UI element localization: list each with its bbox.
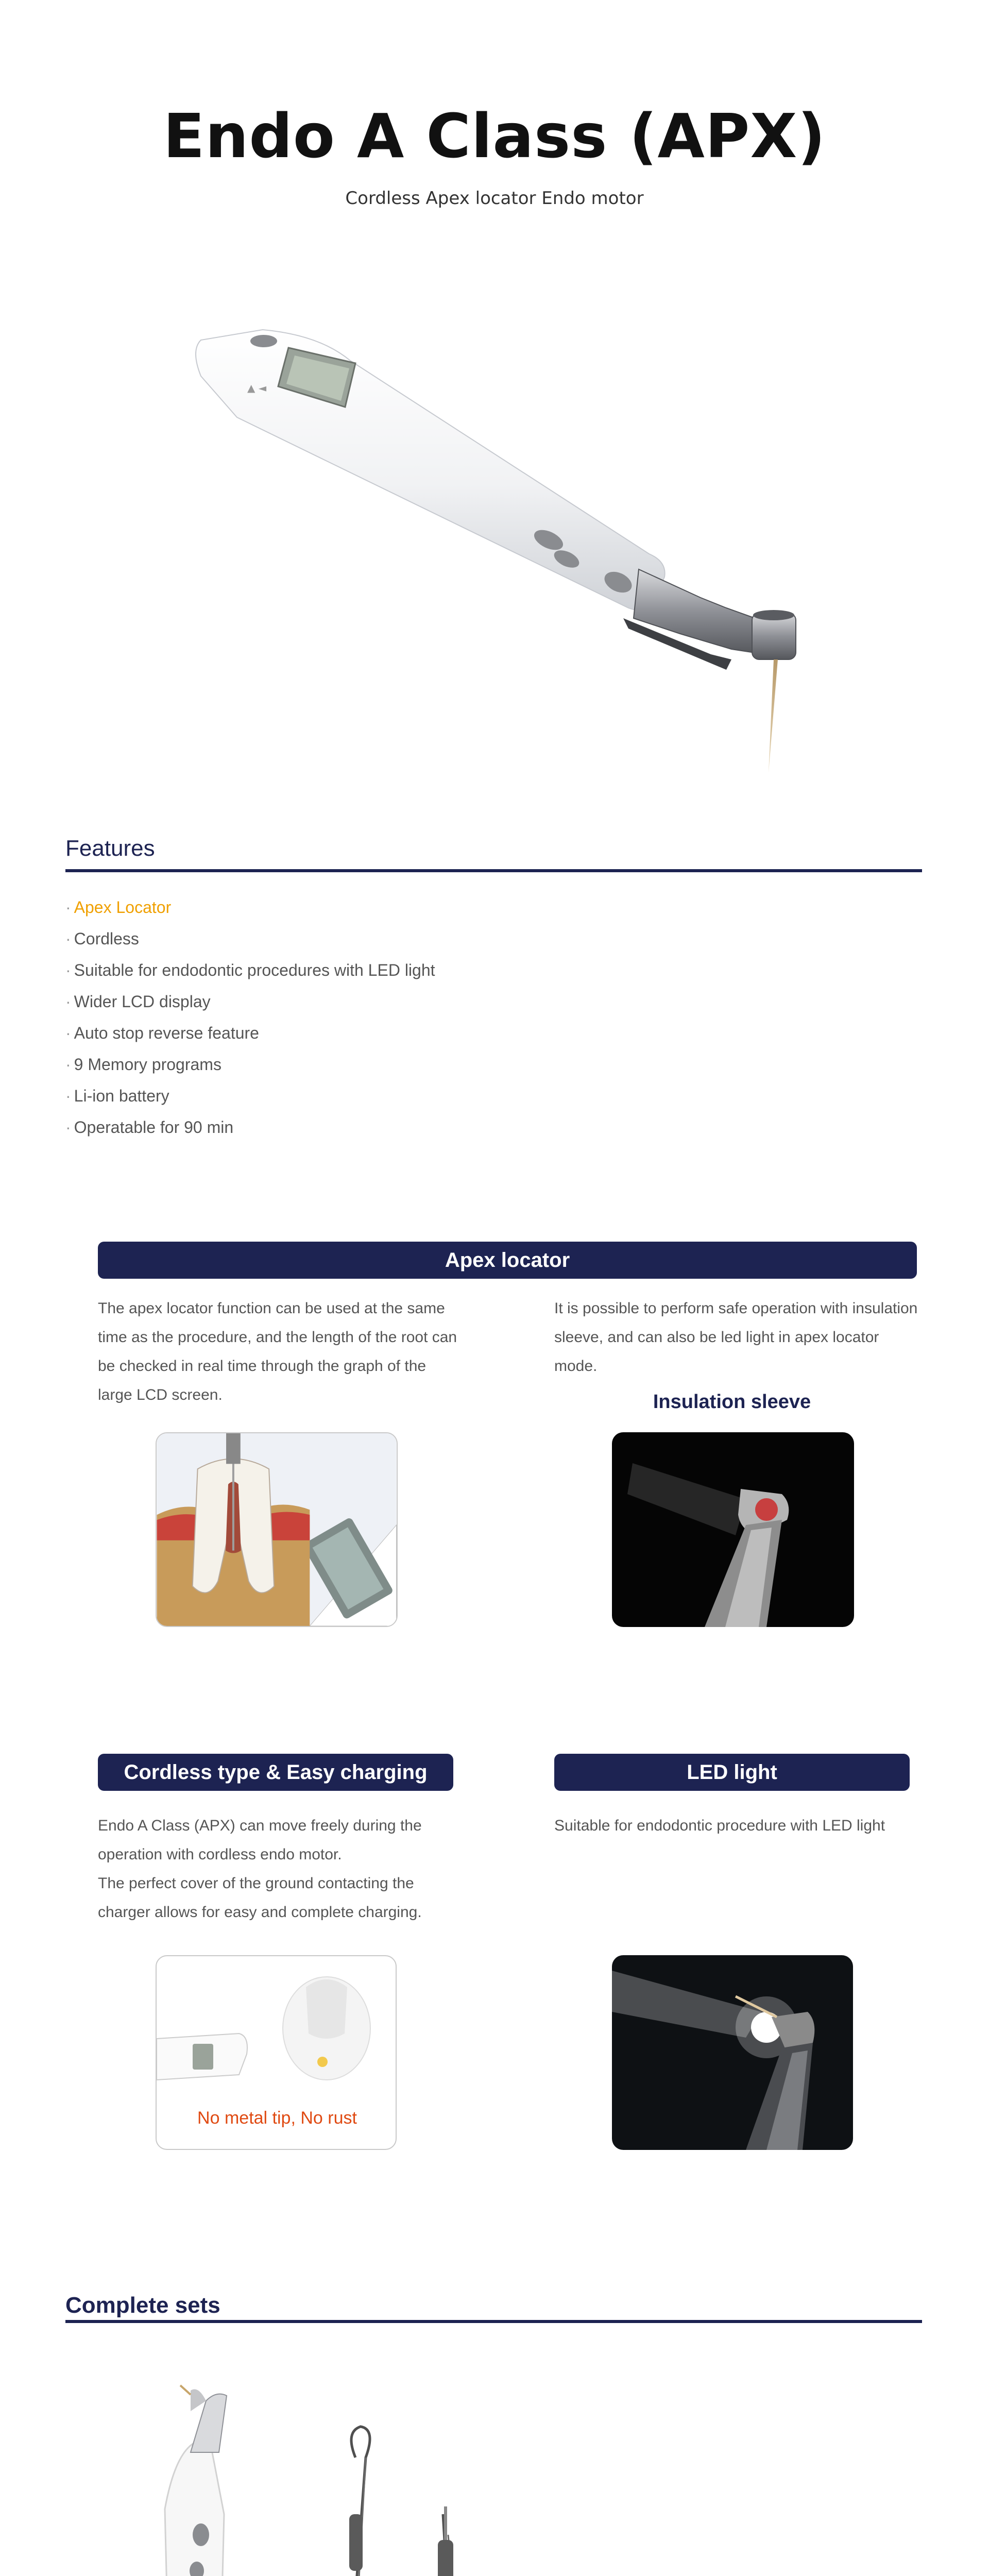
bullet-icon: · (65, 929, 71, 948)
feature-item: · 9 Memory programs (65, 1055, 221, 1074)
feature-item: · Wider LCD display (65, 992, 211, 1011)
no-metal-caption: No metal tip, No rust (197, 2108, 357, 2128)
features-divider (65, 869, 922, 872)
endo-motor-hero-image (185, 319, 845, 814)
features-heading: Features (65, 836, 155, 861)
bullet-icon: · (65, 1055, 71, 1074)
led-description: Suitable for endodontic procedure with LED light (554, 1817, 885, 1834)
apex-locator-banner: Apex locator (98, 1242, 917, 1279)
bullet-icon: · (65, 992, 71, 1011)
cordless-description-2: The perfect cover of the ground contacting the charger allows for easy and complete charging. (98, 1875, 422, 1921)
led-light-banner: LED light (554, 1754, 910, 1791)
bullet-icon: · (65, 961, 71, 979)
complete-sets-heading: Complete sets (65, 2293, 220, 2318)
tooth-apex-image (156, 1432, 398, 1627)
insulation-description: It is possible to perform safe operation with insulation sleeve, and can also be led light in apex locator mode. (554, 1300, 918, 1375)
feature-item: · Apex Locator (65, 898, 172, 917)
bullet-icon: · (65, 1118, 71, 1137)
feature-item: · Li-ion battery (65, 1087, 169, 1105)
led-light-image (612, 1955, 853, 2150)
charging-image-frame (156, 1955, 397, 2150)
bullet-icon: · (65, 1087, 71, 1105)
complete-sets-divider (65, 2320, 922, 2323)
feature-item: · Auto stop reverse feature (65, 1024, 259, 1042)
feature-item: · Cordless (65, 929, 139, 948)
cordless-description-1: Endo A Class (APX) can move freely during the operation with cordless endo motor. (98, 1817, 422, 1863)
bullet-icon: · (65, 898, 71, 917)
complete-set-image (88, 2380, 500, 2576)
svg-text:▲ ◄: ▲ ◄ (247, 382, 267, 394)
insulation-sleeve-label: Insulation sleeve (653, 1391, 811, 1413)
features-list (65, 894, 684, 1145)
apex-locator-description: The apex locator function can be used at the same time as the procedure, and the length of the root can be checked in real time through the graph of the large LCD screen. (98, 1300, 457, 1403)
bullet-icon: · (65, 1024, 71, 1042)
insulation-sleeve-image (612, 1432, 854, 1627)
page-title: Endo A Class (APX) (163, 100, 826, 172)
page-subtitle: Cordless Apex locator Endo motor (345, 188, 644, 209)
feature-item: · Operatable for 90 min (65, 1118, 234, 1137)
feature-item: · Suitable for endodontic procedures with LED light (65, 961, 435, 979)
charger-image (157, 1956, 397, 2111)
cordless-banner: Cordless type & Easy charging (98, 1754, 453, 1791)
